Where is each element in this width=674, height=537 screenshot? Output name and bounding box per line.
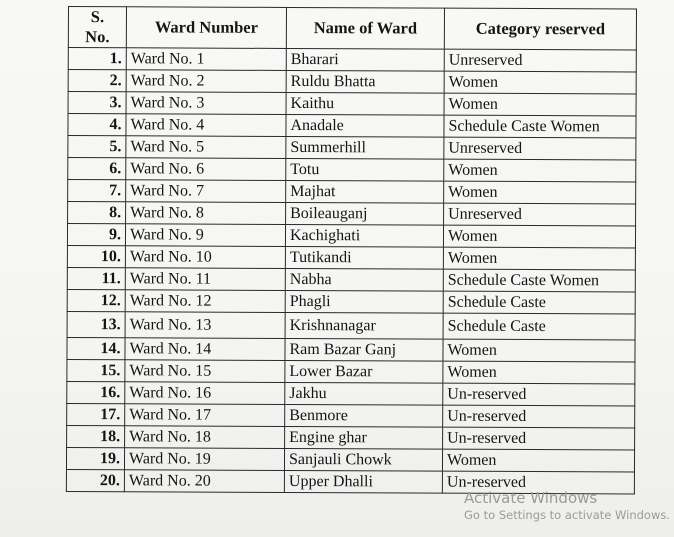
ward-name-cell: Summerhill	[286, 136, 444, 159]
table-body	[66, 48, 636, 494]
ward-name-cell: Ram Bazar Ganj	[285, 338, 443, 361]
serial-number-cell: 1.	[68, 48, 126, 70]
ward-number-cell: Ward No. 2	[126, 70, 286, 93]
serial-number-cell: 13.	[67, 311, 125, 337]
ward-number-cell: Ward No. 6	[126, 158, 286, 181]
ward-name-cell: Phagli	[285, 290, 443, 313]
table-header-row	[68, 7, 636, 50]
category-cell: Women	[443, 361, 635, 384]
ward-number-cell: Ward No. 10	[125, 246, 285, 269]
ward-number-cell: Ward No. 5	[126, 136, 286, 159]
table-row	[66, 447, 634, 471]
serial-number-cell: 14.	[67, 337, 125, 359]
table-row	[67, 245, 635, 269]
category-cell: Women	[444, 159, 636, 182]
serial-number-cell: 9.	[67, 224, 125, 246]
serial-number-cell: 17.	[67, 403, 125, 425]
serial-number-cell: 20.	[66, 469, 124, 491]
ward-number-cell: Ward No. 4	[126, 114, 286, 137]
header-category-reserved: Category reserved	[444, 8, 636, 50]
category-cell: Women	[444, 93, 636, 116]
ward-reservation-table	[66, 6, 637, 494]
category-cell: Unreserved	[444, 137, 636, 160]
ward-number-cell: Ward No. 8	[126, 202, 286, 225]
header-ward-number: Ward Number	[126, 7, 286, 49]
header-name-of-ward: Name of Ward	[286, 7, 444, 49]
table-row	[67, 403, 635, 427]
ward-name-cell: Anadale	[286, 114, 444, 137]
ward-name-cell: Jakhu	[285, 382, 443, 405]
ward-name-cell: Lower Bazar	[285, 360, 443, 383]
serial-number-cell: 2.	[68, 70, 126, 92]
category-cell: Schedule Caste	[443, 313, 635, 340]
serial-number-cell: 3.	[68, 92, 126, 114]
table-row	[68, 48, 636, 72]
ward-number-cell: Ward No. 9	[125, 224, 285, 247]
ward-name-cell: Boileauganj	[286, 202, 444, 225]
table-row	[68, 180, 636, 204]
category-cell: Women	[442, 449, 634, 472]
serial-number-cell: 7.	[68, 180, 126, 202]
category-cell: Women	[443, 339, 635, 362]
ward-number-cell: Ward No. 12	[125, 290, 285, 313]
serial-number-cell: 10.	[67, 245, 125, 267]
ward-number-cell: Ward No. 11	[125, 268, 285, 291]
serial-number-cell: 5.	[68, 136, 126, 158]
table-row	[67, 289, 635, 313]
ward-number-cell: Ward No. 18	[125, 426, 285, 449]
category-cell: Schedule Caste	[443, 291, 635, 314]
ward-name-cell: Upper Dhalli	[284, 470, 442, 493]
ward-number-cell: Ward No. 15	[125, 360, 285, 383]
category-cell: Un-reserved	[442, 471, 634, 494]
category-cell: Unreserved	[444, 49, 636, 72]
ward-name-cell: Engine ghar	[285, 426, 443, 449]
table-row	[67, 381, 635, 405]
category-cell: Women	[444, 181, 636, 204]
ward-name-cell: Kachighati	[285, 224, 443, 247]
ward-name-cell: Bharari	[286, 48, 444, 71]
header-serial-number-line1: S.	[90, 7, 105, 27]
ward-name-cell: Sanjauli Chowk	[284, 448, 442, 471]
ward-number-cell: Ward No. 20	[124, 470, 284, 493]
table-row	[67, 425, 635, 449]
ward-name-cell: Tutikandi	[285, 246, 443, 269]
ward-number-cell: Ward No. 16	[125, 382, 285, 405]
serial-number-cell: 18.	[67, 425, 125, 447]
serial-number-cell: 6.	[68, 158, 126, 180]
category-cell: Women	[443, 247, 635, 270]
header-serial-number-line2: No.	[85, 27, 110, 47]
table-row	[67, 267, 635, 291]
ward-name-cell: Krishnanagar	[285, 312, 443, 339]
table-row	[67, 224, 635, 248]
serial-number-cell: 4.	[68, 114, 126, 136]
serial-number-cell: 12.	[67, 289, 125, 311]
category-cell: Women	[443, 225, 635, 248]
ward-number-cell: Ward No. 1	[126, 48, 286, 71]
watermark-title: Activate Windows	[464, 489, 598, 507]
ward-name-cell: Nabha	[285, 268, 443, 291]
ward-name-cell: Kaithu	[286, 92, 444, 115]
serial-number-cell: 11.	[67, 267, 125, 289]
ward-number-cell: Ward No. 3	[126, 92, 286, 115]
ward-number-cell: Ward No. 17	[125, 404, 285, 427]
ward-name-cell: Ruldu Bhatta	[286, 70, 444, 93]
table-row	[67, 359, 635, 383]
ward-number-cell: Ward No. 7	[126, 180, 286, 203]
category-cell: Schedule Caste Women	[444, 115, 636, 138]
serial-number-cell: 8.	[68, 202, 126, 224]
category-cell: Unreserved	[444, 203, 636, 226]
table-row	[67, 337, 635, 361]
table-row	[68, 202, 636, 226]
ward-number-cell: Ward No. 13	[125, 312, 285, 339]
ward-name-cell: Majhat	[286, 180, 444, 203]
watermark-subtitle: Go to Settings to activate Windows.	[464, 508, 670, 522]
serial-number-cell: 16.	[67, 381, 125, 403]
table-row	[68, 92, 636, 116]
category-cell: Schedule Caste Women	[443, 269, 635, 292]
ward-name-cell: Benmore	[285, 404, 443, 427]
table-row	[68, 114, 636, 138]
serial-number-cell: 15.	[67, 359, 125, 381]
header-serial-number	[68, 7, 126, 48]
category-cell: Un-reserved	[443, 383, 635, 406]
table-row	[68, 136, 636, 160]
ward-number-cell: Ward No. 19	[124, 448, 284, 471]
ward-number-cell: Ward No. 14	[125, 338, 285, 361]
serial-number-cell: 19.	[66, 447, 124, 469]
category-cell: Women	[444, 71, 636, 94]
ward-name-cell: Totu	[286, 158, 444, 181]
table-row	[67, 311, 635, 339]
category-cell: Un-reserved	[443, 427, 635, 450]
table-row	[66, 469, 634, 493]
table-row	[68, 158, 636, 182]
table-row	[68, 70, 636, 94]
category-cell: Un-reserved	[443, 405, 635, 428]
